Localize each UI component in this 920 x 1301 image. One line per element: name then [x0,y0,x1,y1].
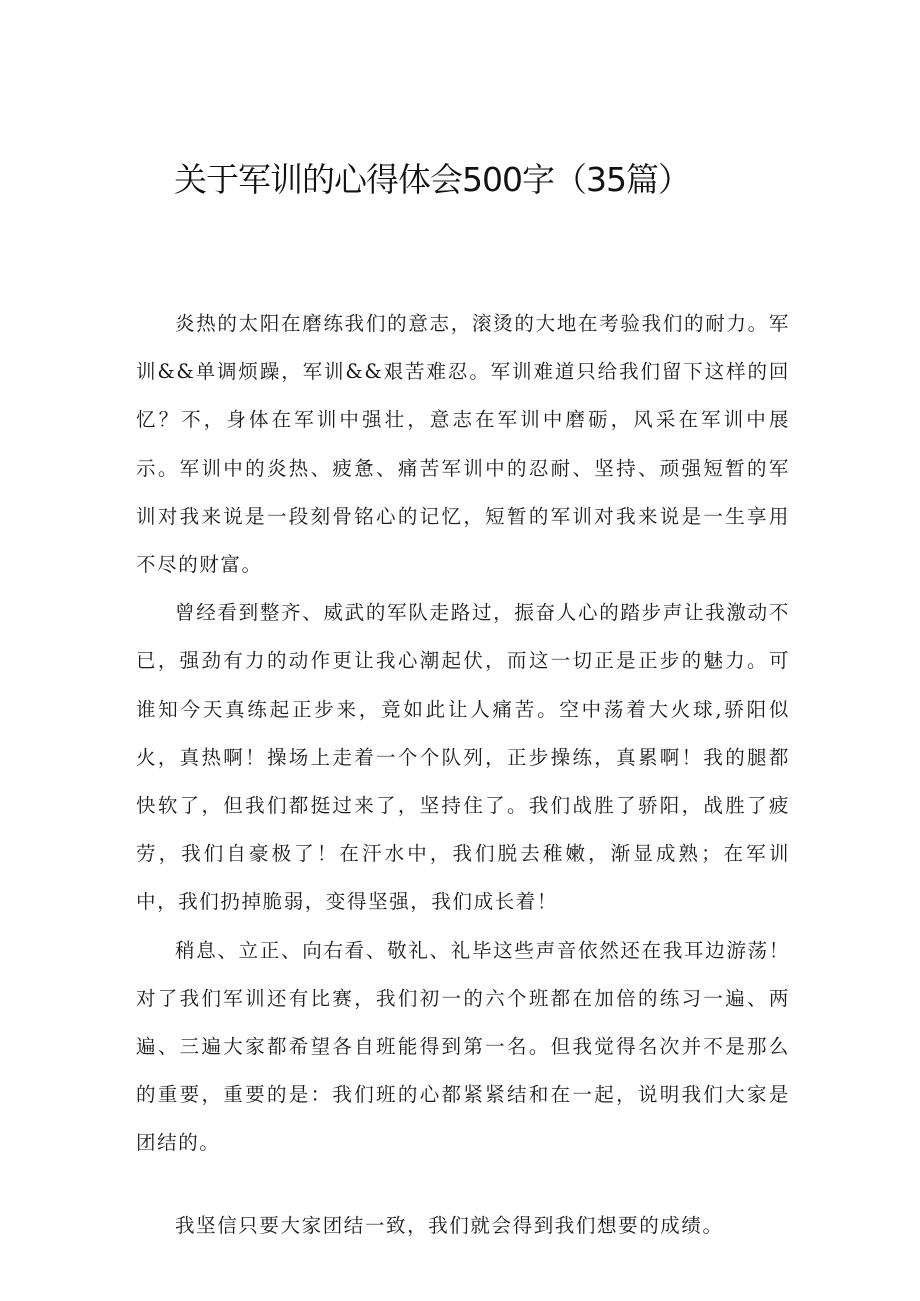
paragraph-3: 稍息、立正、向右看、敬礼、礼毕这些声音依然还在我耳边游荡！对了我们军训还有比赛，我们初一的六个班都在加倍的练习一遍、两遍、三遍大家都希望各自班能得到第一名。但我觉得名次并不是那么的重要，重要的是：我们班的心都紧紧结和在一起，说明我们大家是团结的。 [136,938,790,1155]
document-body [136,300,790,1250]
paragraph-4: 我坚信只要大家团结一致，我们就会得到我们想要的成绩。 [175,1213,724,1237]
paragraph-1: 炎热的太阳在磨练我们的意志，滚烫的大地在考验我们的耐力。军训&&单调烦躁，军训&&艰苦难忍。军训难道只给我们留下这样的回忆？不，身体在军训中强壮，意志在军训中磨砺，风采在军训中展示。军训中的炎热、疲惫、痛苦军训中的忍耐、坚持、顽强短暂的军训对我来说是一段刻骨铭心的记忆，短暂的军训对我来说是一生享用不尽的财富。 [136,312,790,577]
document-title: 关于军训的心得体会500字（35篇） [174,160,690,199]
paragraph-2: 曾经看到整齐、威武的军队走路过，振奋人心的踏步声让我激动不已，强劲有力的动作更让我心潮起伏，而这一切正是正步的魅力。可谁知今天真练起正步来，竟如此让人痛苦。空中荡着大火球,骄阳似火，真热啊！操场上走着一个个队列，正步操练，真累啊！我的腿都快软了，但我们都挺过来了，坚持住了。我们战胜了骄阳，战胜了疲劳，我们自豪极了！在汗水中，我们脱去稚嫩，渐显成熟；在军训中，我们扔掉脆弱，变得坚强，我们成长着！ [136,601,790,914]
